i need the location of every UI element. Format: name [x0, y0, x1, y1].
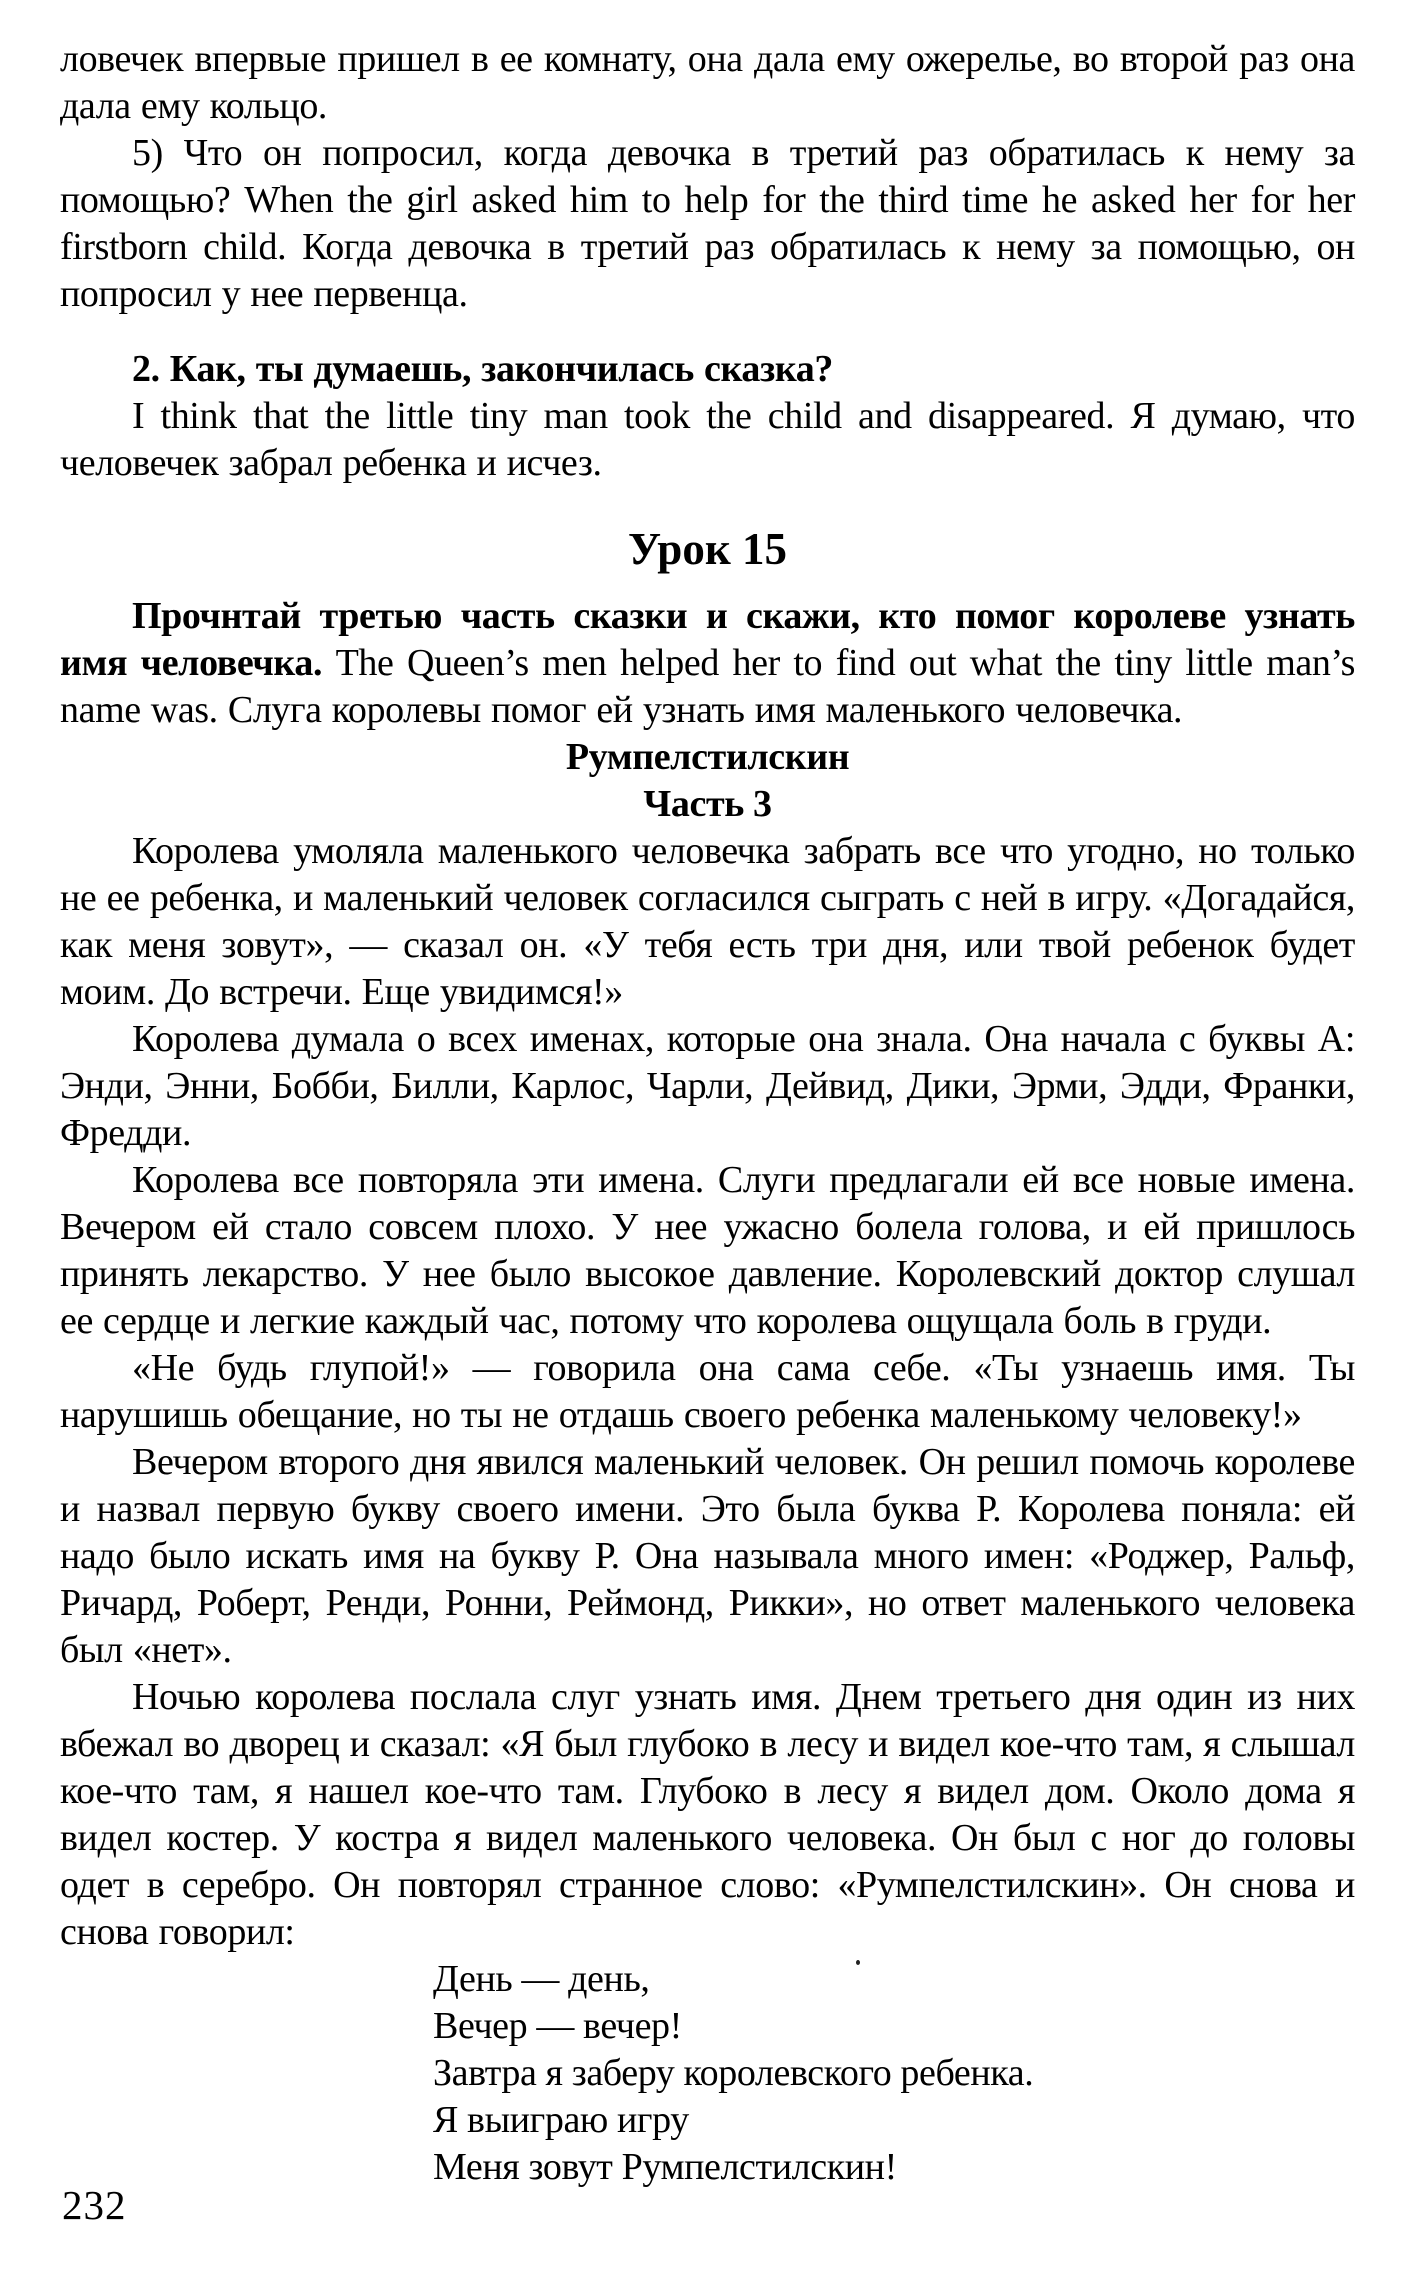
- task-paragraph: [60, 593, 1355, 734]
- page-number: 232: [62, 2182, 127, 2228]
- question-5-paragraph: 5) Что он попросил, когда девочка в третий раз обратилась к нему за помощью? When the girl asked him to help for the third time he asked her for her firstborn child. Когда девочка в третий раз обратилась к нему за помощью, он попросил у нее первенца.: [60, 132, 1355, 315]
- story-paragraph: Вечером второго дня явился маленький человек. Он решил помочь королеве и назвал первую букву своего имени. Это была буква Р. Королева поняла: ей надо было искать имя на букву Р. Она называла много имен: «Роджер, Ральф, Ричард, Роберт, Ренди, Ронни, Реймонд, Рикки», но ответ маленького человека был «нет».: [60, 1441, 1355, 1671]
- paragraph-continuation: ловечек впервые пришел в ее комнату, она дала ему ожерелье, во второй раз она дала ему кольцо.: [60, 38, 1355, 127]
- question-2-heading: 2. Как, ты думаешь, закончилась сказка?: [132, 348, 834, 390]
- lesson-title: Урок 15: [627, 524, 788, 574]
- story-paragraph: Королева умоляла маленького человечка забрать все что угодно, но только не ее ребенка, и маленький человек согласился сыграть с ней в игру. «Догадайся, как меня зовут», — сказал он. «У тебя есть три дня, или твой ребенок будет моим. До встречи. Еще увидимся!»: [60, 830, 1355, 1013]
- story-paragraph: Ночью королева послала слуг узнать имя. Днем третьего дня один из них вбежал во дворец и сказал: «Я был глубоко в лесу и видел кое-что там, я слышал кое-что там, я нашел кое-что там. Глубоко в лесу я видел дом. Около дома я видел костер. У костра я видел маленького человека. Он был с ног до головы одет в серебро. Он повторял странное слово: «Румпелстилскин». Он снова и снова говорил:: [60, 1676, 1355, 1953]
- verse-line: Завтра я заберу королевского ребенка.: [433, 2052, 1034, 2094]
- scan-speck: [856, 1960, 860, 1965]
- verse-line: Вечер — вечер!: [433, 2005, 682, 2047]
- story-part-heading: Часть 3: [643, 783, 772, 825]
- task-text-bold: Прочнтай третью часть сказки и скажи, кто помог королеве узнать имя человечка.: [60, 595, 1355, 684]
- story-paragraph: Королева думала о всех именах, которые она знала. Она начала с буквы А: Энди, Энни, Бобби, Билли, Карлос, Чарли, Дейвид, Дики, Эрми, Эдди, Франки, Фредди.: [60, 1018, 1355, 1154]
- story-paragraph: «Не будь глупой!» — говорила она сама себе. «Ты узнаешь имя. Ты нарушишь обещание, но ты не отдашь своего ребенка маленькому человеку!»: [60, 1347, 1355, 1436]
- story-paragraph: Королева все повторяла эти имена. Слуги предлагали ей все новые имена. Вечером ей стало совсем плохо. У нее ужасно болела голова, и ей пришлось принять лекарство. У нее было высокое давление. Королевский доктор слушал ее сердце и легкие каждый час, потому что королева ощущала боль в груди.: [60, 1159, 1355, 1342]
- task-answer-text: The Queen’s men helped her to find out what the tiny little man’s name was. Слуга королевы помог ей узнать имя маленького человечка.: [60, 642, 1355, 731]
- verse-block: [433, 1956, 1355, 2191]
- verse-line: Я выиграю игру: [433, 2099, 689, 2141]
- question-2-answer: I think that the little tiny man took the child and disappeared. Я думаю, что человечек забрал ребенка и исчез.: [60, 395, 1355, 484]
- story-title: Румпелстилскин: [565, 736, 850, 778]
- verse-line: Меня зовут Румпелстилскин!: [433, 2146, 897, 2188]
- verse-line: День — день,: [433, 1958, 650, 2000]
